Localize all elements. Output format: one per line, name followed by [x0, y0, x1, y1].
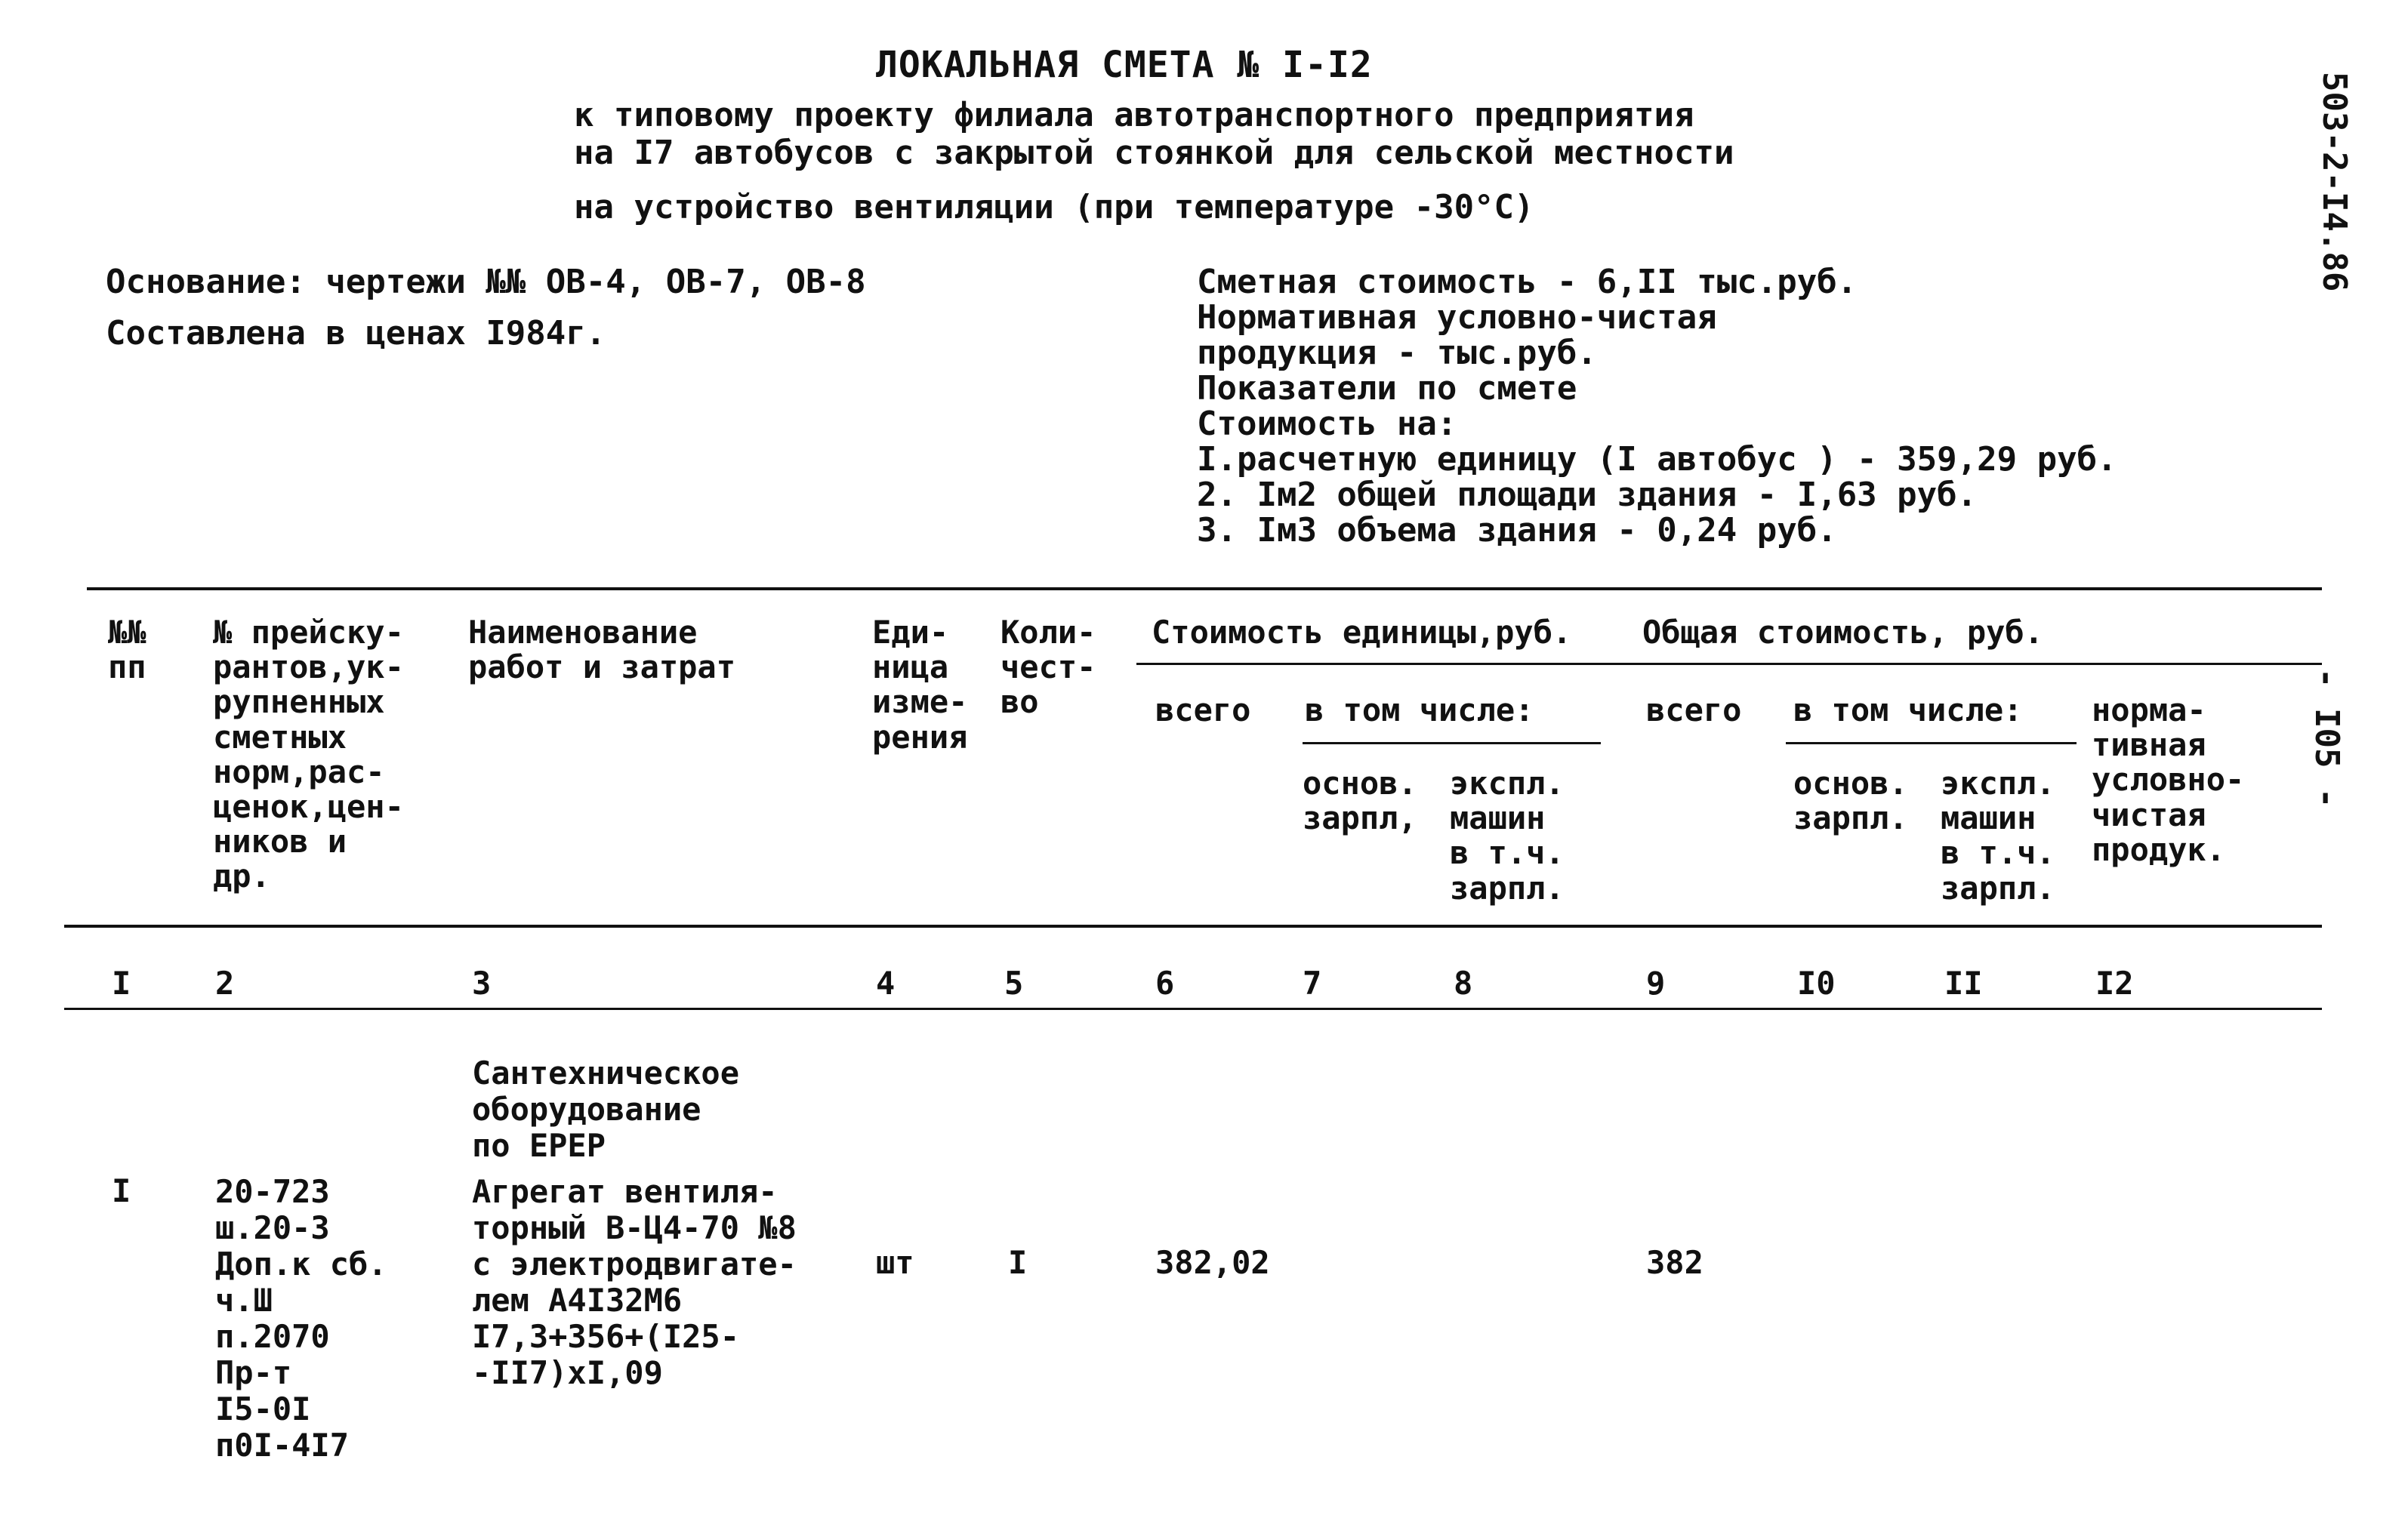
- row-work-name: Агрегат вентиля- торный В-Ц4-70 №8 с электродвигате- лем А4I32М6 I7,3+356+(I25- -II7)хI,09: [472, 1173, 797, 1391]
- row-quantity: I: [1008, 1244, 1028, 1281]
- summary-line-cost-on: Стоимость на:: [1197, 405, 1457, 443]
- header-total-base-wage: основ. зарпл.: [1793, 765, 1908, 837]
- header-col-unit: Еди- ница изме- рения: [872, 614, 968, 756]
- summary-block: [1197, 264, 2117, 548]
- header-total-including: в том числе:: [1793, 691, 2023, 728]
- document-purpose: на устройство вентиляции (при температуре -30°C): [574, 188, 1534, 226]
- document-title: ЛОКАЛЬНАЯ СМЕТА № I-I2: [876, 44, 1373, 86]
- column-number-12: I2: [2095, 965, 2134, 1002]
- unit-incl-rule: [1303, 742, 1601, 744]
- column-number-11: II: [1944, 965, 1983, 1002]
- summary-line-per-m2: 2. Iм2 общей площади здания - I,63 руб.: [1197, 476, 1978, 514]
- header-col-name: Наименование работ и затрат: [468, 614, 736, 686]
- column-number-1: I: [112, 965, 131, 1002]
- section-title: Сантехническое оборудование по ЕРЕР: [472, 1055, 740, 1164]
- summary-line-per-m3: 3. Iм3 объема здания - 0,24 руб.: [1197, 511, 1837, 550]
- column-number-7: 7: [1303, 965, 1322, 1002]
- header-group-total-cost: Общая стоимость, руб.: [1642, 614, 2044, 651]
- summary-line-normative: Нормативная условно-чистая: [1197, 298, 1717, 337]
- page-number: - I05 -: [2308, 668, 2346, 808]
- column-number-3: 3: [472, 965, 492, 1002]
- header-group-unit-cost: Стоимость единицы,руб.: [1152, 614, 1572, 651]
- column-numbers-rule: [64, 1008, 2322, 1010]
- total-incl-rule: [1786, 742, 2077, 744]
- row-number: I: [112, 1172, 131, 1209]
- header-total-machines: экспл. машин в т.ч. зарпл.: [1941, 765, 2055, 907]
- column-number-4: 4: [876, 965, 896, 1002]
- document-subtitle-line-2: на I7 автобусов с закрытой стоянкой для сельской местности: [574, 134, 1734, 172]
- header-col-number: №№ пп: [108, 614, 146, 686]
- row-price-list-code: 20-723 ш.20-3 Доп.к сб. ч.Ш п.2070 Пр-т I5-0I п0I-4I7: [215, 1173, 387, 1464]
- header-col-price-list: № прейску- рантов,ук- рупненных сметных норм,рас- ценок,цен- ников и др.: [213, 614, 404, 895]
- summary-line-indicators: Показатели по смете: [1197, 369, 1577, 408]
- row-unit-price: 382,02: [1155, 1244, 1270, 1281]
- summary-line-per-unit: I.расчетную единицу (I автобус ) - 359,29 руб.: [1197, 440, 2117, 479]
- side-document-code: 503-2-I4.86: [2315, 72, 2354, 292]
- row-unit: шт: [876, 1244, 914, 1281]
- basis-prices-year: Составлена в ценах I984г.: [106, 314, 606, 353]
- table-top-rule: [87, 587, 2322, 590]
- document-subtitle-line-1: к типовому проекту филиала автотранспортного предприятия: [574, 96, 1694, 134]
- header-col-quantity: Коли- чест- во: [1001, 614, 1096, 721]
- header-total-normative: норма- тивная условно- чистая продук.: [2092, 691, 2245, 868]
- column-number-6: 6: [1155, 965, 1175, 1002]
- column-number-10: I0: [1797, 965, 1836, 1002]
- column-number-2: 2: [215, 965, 235, 1002]
- header-total-total: всего: [1646, 691, 1742, 728]
- summary-line-product: продукция - тыс.руб.: [1197, 334, 1597, 372]
- header-bottom-rule: [64, 925, 2322, 928]
- summary-line-estimated-cost: Сметная стоимость - 6,II тыс.руб.: [1197, 263, 1858, 301]
- header-unit-including: в том числе:: [1305, 691, 1534, 728]
- cost-group-rule: [1136, 663, 2322, 665]
- basis-drawings: Основание: чертежи №№ ОВ-4, ОВ-7, ОВ-8: [106, 263, 866, 301]
- header-unit-machines: экспл. машин в т.ч. зарпл.: [1450, 765, 1565, 907]
- header-unit-base-wage: основ. зарпл,: [1303, 765, 1417, 837]
- column-number-5: 5: [1004, 965, 1024, 1002]
- header-unit-total: всего: [1155, 691, 1251, 728]
- column-number-9: 9: [1646, 965, 1666, 1002]
- row-total-cost: 382: [1646, 1244, 1703, 1281]
- column-number-8: 8: [1454, 965, 1473, 1002]
